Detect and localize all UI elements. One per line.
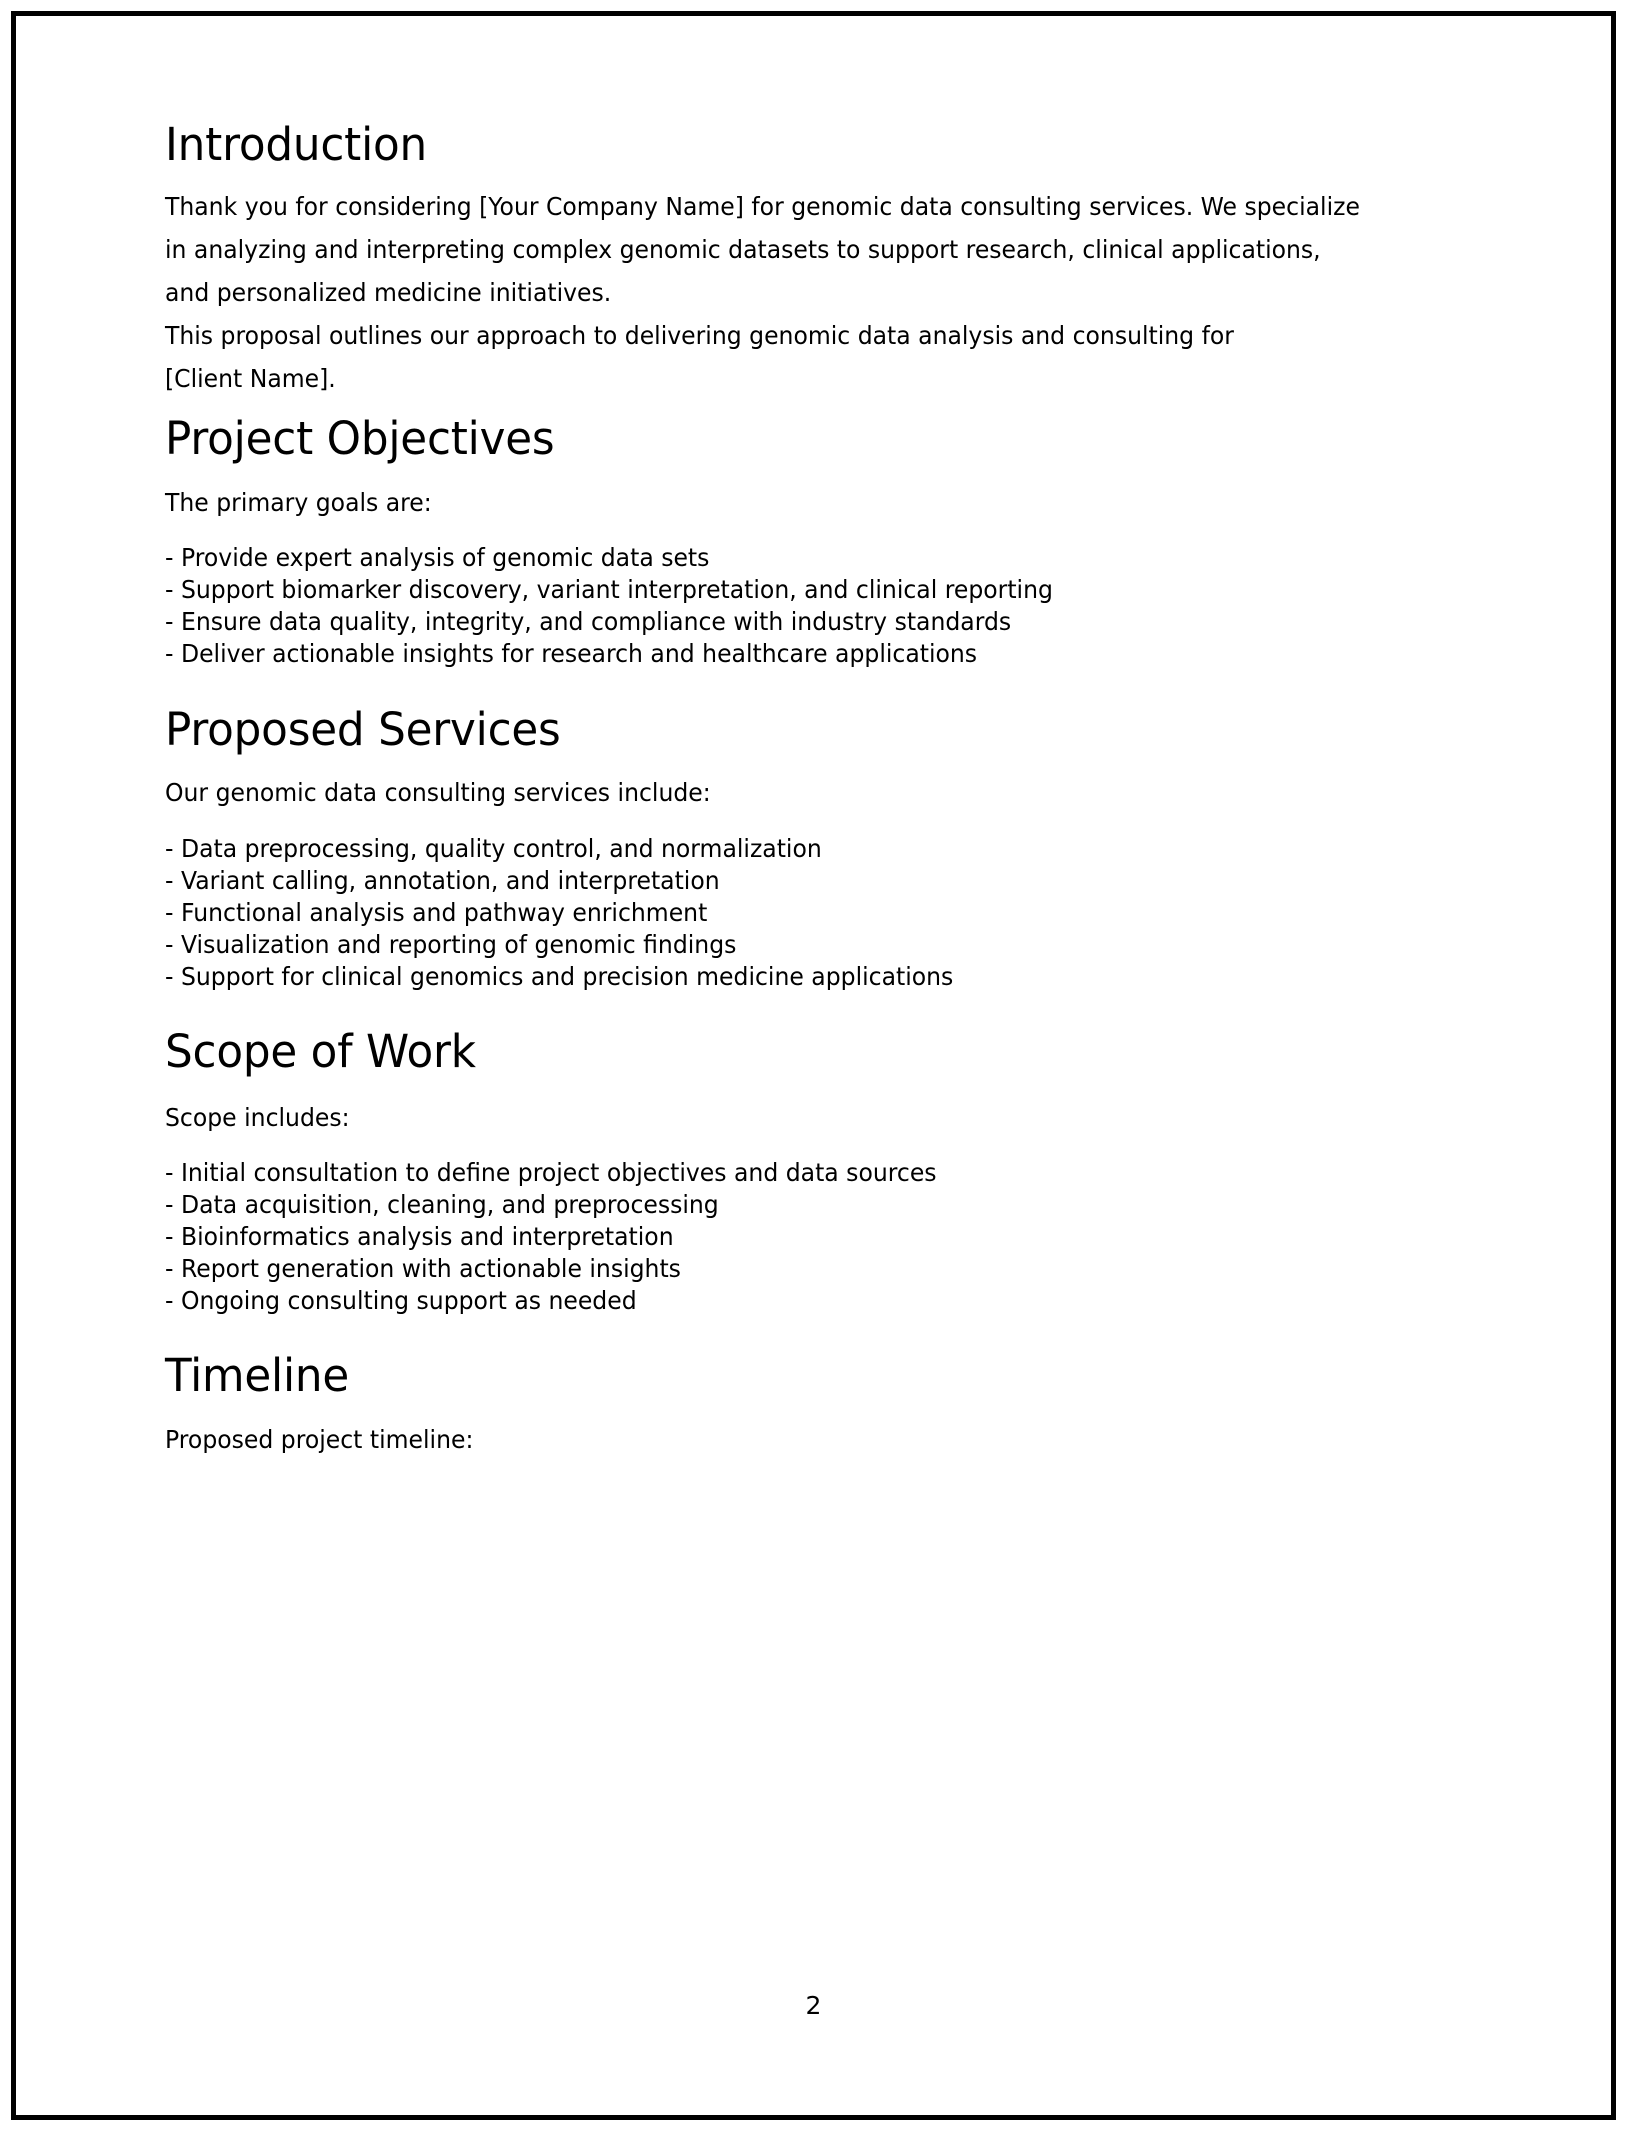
timeline-lead-text: Proposed project timeline: xyxy=(165,1425,474,1454)
list-item: - Deliver actionable insights for research and healthcare applications xyxy=(165,639,978,668)
list-item: - Data acquisition, cleaning, and preprocessing xyxy=(165,1190,719,1219)
project-objectives-list xyxy=(165,542,1090,670)
section-heading-project-objectives: Project Objectives xyxy=(165,412,555,465)
list-item: - Variant calling, annotation, and interpretation xyxy=(165,866,720,895)
list-item: - Visualization and reporting of genomic findings xyxy=(165,930,737,959)
proposed-services-list xyxy=(165,833,986,993)
section-heading-scope-of-work: Scope of Work xyxy=(165,1025,476,1078)
list-item: - Support biomarker discovery, variant interpretation, and clinical reporting xyxy=(165,575,1053,604)
list-item: - Functional analysis and pathway enrichment xyxy=(165,898,708,927)
section-heading-introduction: Introduction xyxy=(165,118,428,171)
list-item: - Support for clinical genomics and precision medicine applications xyxy=(165,962,954,991)
page-number: 2 xyxy=(805,1991,822,2020)
list-item: - Ensure data quality, integrity, and compliance with industry standards xyxy=(165,607,1012,636)
project-objectives-lead-text: The primary goals are: xyxy=(165,488,432,517)
list-item: - Report generation with actionable insights xyxy=(165,1254,681,1283)
list-item: - Ongoing consulting support as needed xyxy=(165,1286,637,1315)
list-item: - Bioinformatics analysis and interpretation xyxy=(165,1222,674,1251)
section-heading-proposed-services: Proposed Services xyxy=(165,703,561,756)
page-content-column xyxy=(165,0,1455,2131)
proposed-services-lead-text: Our genomic data consulting services include: xyxy=(165,778,711,807)
list-item: - Provide expert analysis of genomic data sets xyxy=(165,543,710,572)
section-heading-timeline: Timeline xyxy=(165,1349,350,1402)
scope-of-work-list xyxy=(165,1157,969,1317)
list-item: - Initial consultation to define project objectives and data sources xyxy=(165,1158,937,1187)
scope-of-work-lead-text: Scope includes: xyxy=(165,1103,350,1132)
introduction-paragraph-1: Thank you for considering [Your Company Name] for genomic data consulting services. We specialize in analyzing and interpreting complex genomic datasets to support research, clinical applications, and personalized medicine initiatives. xyxy=(165,192,1360,307)
introduction-paragraph-2: This proposal outlines our approach to delivering genomic data analysis and consulting for [Client Name]. xyxy=(165,321,1234,393)
list-item: - Data preprocessing, quality control, and normalization xyxy=(165,834,822,863)
